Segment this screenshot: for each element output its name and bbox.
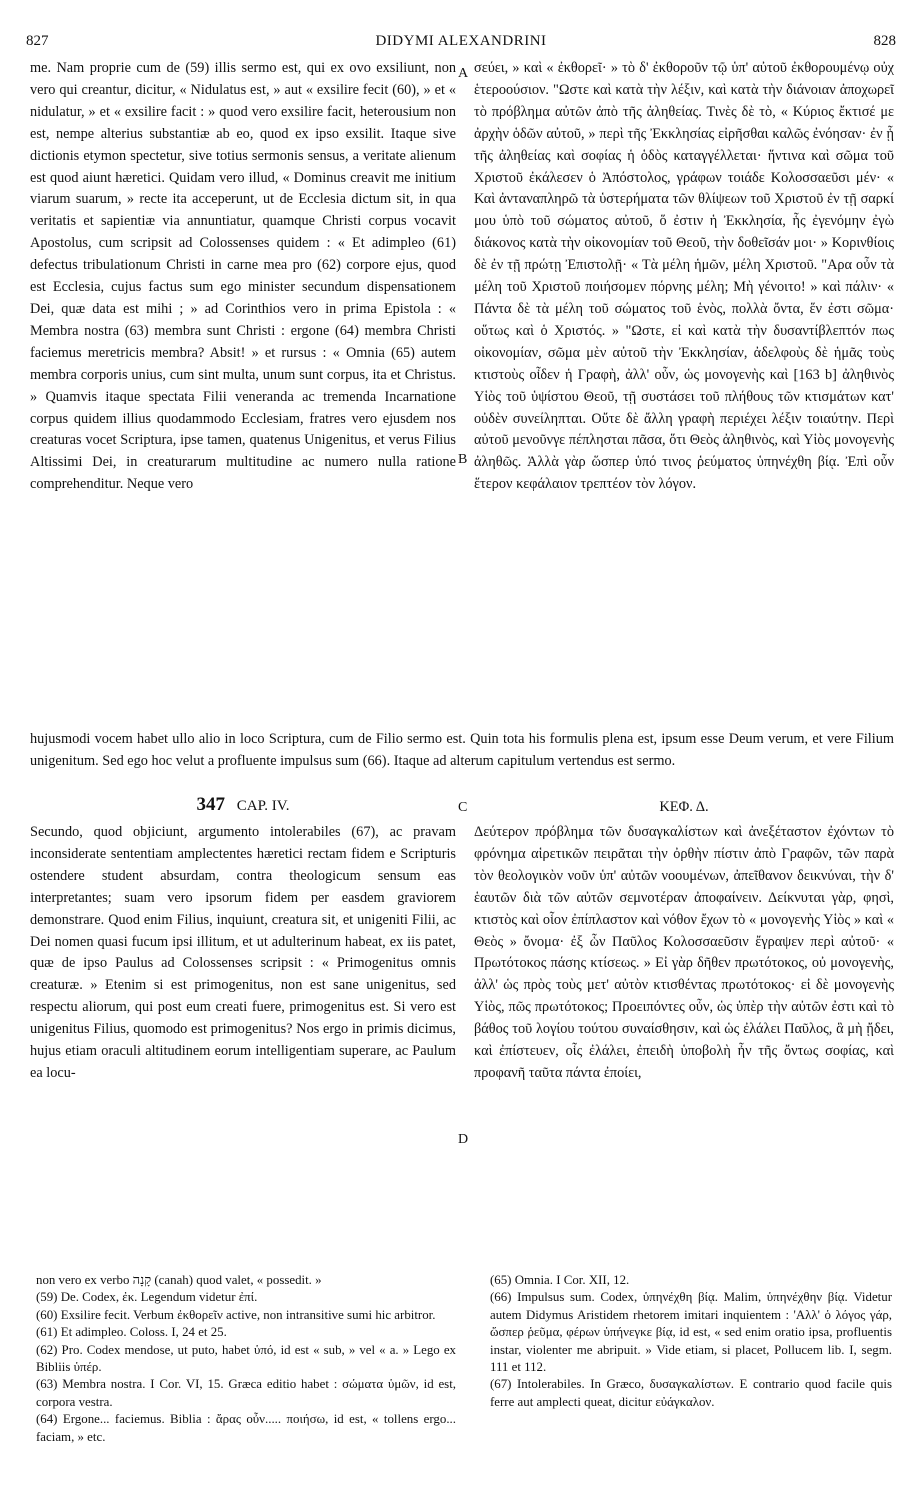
footnote: (62) Pro. Codex mendose, ut puto, habet ὑπό, id est « sub, » vel « a. » Lego ex Bibliis ὑπέρ. — [36, 1342, 456, 1375]
page-number-right: 828 — [873, 33, 896, 49]
latin-column-top — [30, 58, 456, 496]
chapter-heading-latin — [30, 795, 456, 816]
greek-column-bottom — [474, 822, 894, 1085]
footnote: (60) Exsilire fecit. Verbum ἐκθορεῖν active, non intransitive sumi hic arbitror. — [36, 1307, 436, 1322]
latin-text-top: me. Nam proprie cum de (59) illis sermo est, qui ex ovo exsiliunt, non vero qui creantur, dicitur, « Nidulatus est, » aut « exsilire fecit (60), » et « nidulatur, » et « exsilire facit : » quod vero exsilire facit, heterousium non est, nempe alterius substantiæ ab eo, quod ex ipso exsilit. Itaque sive dictionis etymon spectetur, sive totius sermonis sensus, a veritate alienum est quod aiunt hæretici. Quidam vero illud, « Dominus creavit me initium viarum suarum, » recte ita acceperunt, ut de Ecclesia dictum sit, in qua veritatis et sapientiæ via annuntiatur, quamque Christi corpus vocavit Apostolus, cum scripsit ad Colossenses quidem : « Et adimpleo (61) defectus tribulationum Christi in carne mea pro (62) corpore ejus, quod est Ecclesia, cujus factus sum ego minister secundum dispensationem Dei, quæ data est mihi ; » ad Corinthios vero in prima Epistola : « Membra nostra (63) membra sunt Christi : ergone (64) membra Christi faciemus meretricis membra? Absit! » et rursus : « Omnia (65) autem membra corporis unius, cum sint multa, unum sunt corpus, ita et Christus. » Quamvis itaque spectata Filii veneranda ac tremenda Incarnatione corpus quidem illius quodammodo Ecclesiam, fratres vero ejusdem nos creaturas vocet Scriptura, ipse tamen, quatenus Unigenitus, et verus Filius Altissimi Dei, in creaturarum multitudine ac numero nulla ratione comprehenditur. Neque vero — [30, 60, 456, 493]
footnote: (67) Intolerabiles. In Græco, δυσαγκαλίστων. E contrario quod facile quis ferre aut amplecti queat, dicitur εὐάγκαλον. — [490, 1377, 892, 1409]
running-title: DIDYMI ALEXANDRINI — [375, 33, 547, 49]
footnote: (66) Impulsus sum. Codex, ὑπηνέχθη βίᾳ. Malim, ὑπηνέχθην βίᾳ. Videtur autem Didymus Aristidem rhetorem imitari inquientem : 'Αλλ' ὁ λόγος γάρ, ὥσπερ ῥεῦμα, φέρων ὑπήνεγκε βίᾳ, id est, « sed enim oratio ipsa, profluentis instar, violenter me abripuit. » Vide etiam, si placet, Pollucem lib. I, segm. 111 et 112. — [490, 1290, 892, 1375]
section-marker-a: A — [458, 66, 469, 81]
chapter-label: CAP. IV. — [236, 798, 290, 814]
latin-text-bottom: Secundo, quod objiciunt, argumento intolerabiles (67), ac pravam inconsiderate sententiam amplectentes hæretici rectam fidem e Scripturis ostendere student absurdam, contra theologicum sensum eas interpretantes; suam vero ipsorum fidem per easdem graviorem demonstrare. Quod enim Filius, inquiunt, creatura sit, et unigeniti Filii, ac Dei nomen quasi fucum ipsi illitum, et ut adulterinum habeat, ex iis patet, quæ de ipso Paulus ad Colossenses scripsit : « Primogenitus omnis creaturæ. » Etenim si est primogenitus, non est sane unigenitus, sed respectu aliorum, qui post eum creati fuere, primogenitus est. Si vero est unigenitus Filius, quomodo est primogenitus? Nos ergo in primis dicimus, hujus etiam oraculi altitudinem eorum intelligentiam superare, ac Paulum ea locu- — [30, 824, 456, 1081]
section-marker-d: D — [458, 1132, 469, 1147]
section-marker-b: B — [458, 452, 468, 467]
greek-text-top: σεύει, » καὶ « ἐκθορεῖ· » τὸ δ' ἐκθοροῦν τῷ ὑπ' αὐτοῦ ἐκθορουμένῳ οὐχ ἑτεροούσιον. "Ωστε καὶ κατὰ τὴν λέξιν, καὶ κατὰ τὴν διάνοιαν ἀποχωρεῖ τὸ πρόβλημα αὐτῶν ἀπὸ τῆς ἀληθείας. Τινὲς δὲ τὸ, « Κύριος ἔκτισέ με ἀρχὴν ὁδῶν αὐτοῦ, » περὶ τῆς Ἐκκλησίας εἰρῆσθαι καλῶς ἐνόησαν· ἐν ᾗ τῆς ἀληθείας καὶ σοφίας ἡ ὁδὸς καταγγέλλεται· ἥντινα καὶ σῶμα τοῦ Χριστοῦ ἐκάλεσεν ὁ Ἀπόστολος, γράφων τοιάδε Κολοσσαεῦσι μέν· « Καὶ ἀνταναπληρῶ τὰ ὑστερήματα τῶν θλίψεων τοῦ Χριστοῦ ἐν τῇ σαρκί μου ὑπὸ τοῦ σώματος αὐτοῦ, ὅ ἐστιν ἡ Ἐκκλησία, ἧς ἐγενόμην ἐγὼ διάκονος κατὰ τὴν οἰκονομίαν τοῦ Θεοῦ, τὴν δοθεῖσάν μοι· » Κορινθίοις δὲ ἐν τῇ πρώτῃ Ἐπιστολῇ· « Τὰ μέλη ἡμῶν, μέλη Χριστοῦ. "Αρα οὖν τὰ μέλη τοῦ Χριστοῦ ποιήσομεν πόρνης μέλη; Μὴ γένοιτο! » καὶ πάλιν· « Πάντα δὲ τὰ μέλη τοῦ σώματος τοῦ ἑνὸς, πολλὰ ὄντα, ἕν ἐστι σῶμα· οὕτως καὶ ὁ Χριστός. » "Ωστε, εἰ καὶ κατὰ τὴν δυσαντίβλεπτόν πως οἰκονομίαν, σῶμα μὲν αὐτοῦ τὴν Ἐκκλησίαν, ἀδελφοὺς δὲ ἡμᾶς τοὺς κτιστοὺς οἶδεν ἡ Γραφὴ, ἀλλ' οὖν, ὡς μονογενὴς καὶ [163 b] ἀληθινὸς Υἱὸς τοῦ ὑψίστου Θεοῦ, τῇ συστάσει τοῦ πλήθους τῶν κτισμάτων κατ' οὐδὲν συνείληπται. Οὔτε δὲ ἄλλη γραφὴ περιέχει λέξιν τοιαύτην. Περὶ αὐτοῦ μενοῦνγε πέπλησται πᾶσα, ὅτι Θεὸς ἀληθινὸς, καὶ Υἱὸς μονογενὴς ἀληθῶς. Ἀλλὰ γὰρ ὥσπερ ὑπό τινος ῥεύματος ὑπηνέχθη βίᾳ. Ἐπὶ οὖν ἕτερον κεφάλαιον τρεπτέον τὸν λόγον. — [474, 60, 894, 493]
latin-text-full: hujusmodi vocem habet ullo alio in loco Scriptura, cum de Filio sermo est. Quin tota his formulis plena est, ipsum esse Deum verum, et vere Filium unigenitum. Sed ego hoc velut a profluente impulsus sum (66). Itaque ad alterum capitulum vertendus est sermo. — [30, 731, 894, 769]
footnote: (63) Membra nostra. I Cor. VI, 15. Græca editio habet : σώματα ὑμῶν, id est, corpora vestra. — [36, 1377, 456, 1409]
page-number-left: 827 — [26, 33, 49, 49]
latin-full-width-paragraph — [30, 729, 894, 773]
section-marker-c: C — [458, 800, 468, 815]
footnote: (65) Omnia. I Cor. XII, 12. — [490, 1273, 630, 1287]
latin-column-bottom — [30, 822, 456, 1085]
footnote: non vero ex verbo קָנָה (canah) quod valet, « possedit. » — [36, 1273, 322, 1287]
footnotes-right — [490, 1272, 892, 1411]
greek-text-bottom: Δεύτερον πρόβλημα τῶν δυσαγκαλίστων καὶ ἀνεξέταστον ἐχόντων τὸ φρόνημα αἱρετικῶν πειρᾶται τὴν ὀρθὴν πίστιν ἀπὸ Γραφῶν, τῶν παρὰ τὸν θεολογικὸν νοῦν ὑπ' αὐτῶν νοουμένων, ἀπεῖθανον δεικνύναι, τὴν δ' ἑαυτῶν διὰ τῶν αὐτῶν σεμνοτέραν ἀποφαίνειν. Δείκνυται γὰρ, φησὶ, κτιστὸς καὶ οἷον ἐπίπλαστον καὶ νόθον ἔχων τὸ « μονογενὴς Υἱὸς » καὶ « Θεὸς » ὄνομα· ἐξ ὧν Παῦλος Κολοσσαεῦσιν ἔγραψεν περὶ αὐτοῦ· « Πρωτότοκος πάσης κτίσεως. » Εἰ γὰρ δῆθεν πρωτότοκος, οὐ μονογενὴς, ἀλλ' ὡς πρὸς τοὺς μετ' αὐτὸν κτισθέντας πρωτότοκος· εἰ δὲ μονογενὴς Υἱὸς, πῶς πρωτότοκος; Προειπόντες οὖν, ὡς ὑπὲρ τὴν αὐτῶν ἐστι καὶ τὸ βάθος τοῦ λογίου τούτου συναίσθησιν, καὶ ὡς ἐλάλει Παῦλος, ἃ μὴ ᾔδει, καὶ ἐπίστευεν, οἷς ἐλάλει, ἐπειδὴ ὑποβολὴ ἦν τῆς ὄντως σοφίας, καὶ προφανῆ ταῦτα πάντα ἐποίει, — [474, 824, 894, 1081]
footnote: (61) Et adimpleo. Coloss. I, 24 et 25. — [36, 1325, 227, 1340]
greek-column-top — [474, 58, 894, 496]
footnote: (64) Ergone... faciemus. Biblia : ἄρας οὖν..... ποιήσω, id est, « tollens ergo... faciam, » etc. — [36, 1412, 456, 1444]
chapter-heading-greek: ΚΕΦ. Δ. — [659, 799, 709, 815]
footnote: (59) De. Codex, ἐκ. Legendum videtur ἐπί. — [36, 1290, 258, 1305]
footnotes-left — [36, 1272, 456, 1446]
chapter-number: 347 — [196, 794, 226, 815]
page-header — [26, 30, 896, 52]
